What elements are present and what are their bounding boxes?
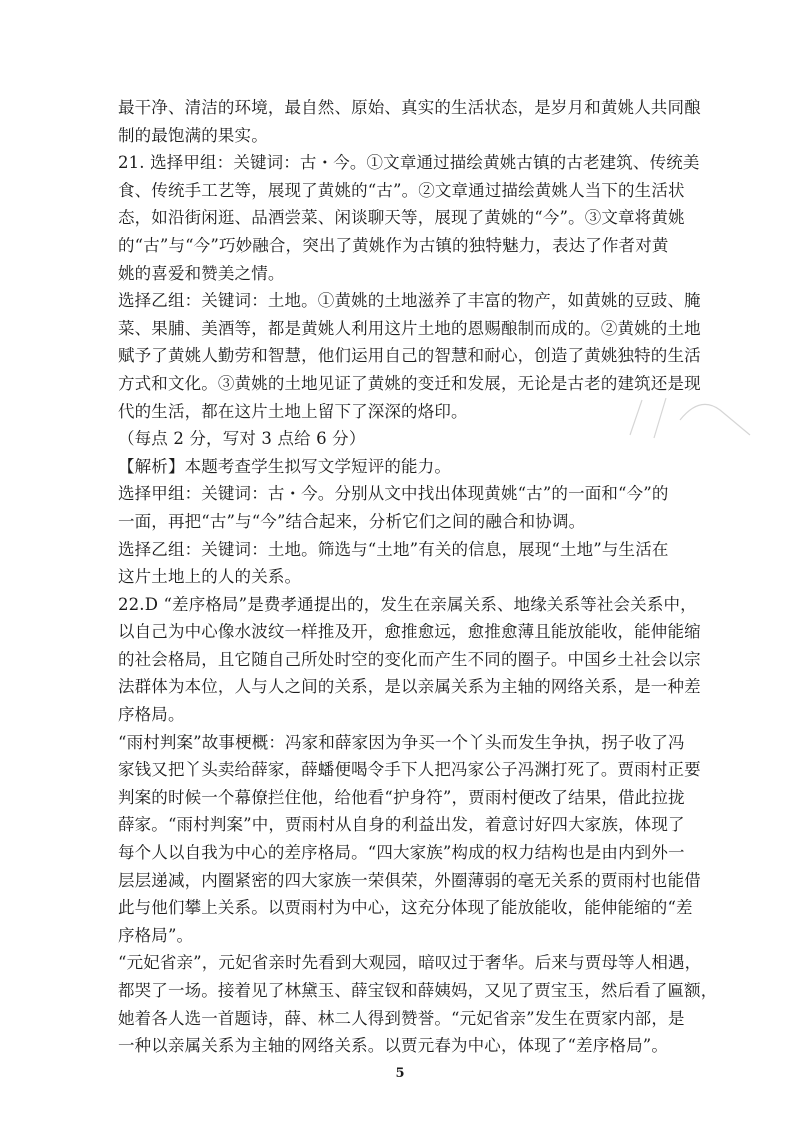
text-line: 22.D “差序格局”是费孝通提出的，发生在亲属关系、地缘关系等社会关系中， [118, 594, 697, 614]
text-line: 态，如沿街闲逛、品酒尝菜、闲谈聊天等，展现了黄姚的“今”。③文章将黄姚 [118, 208, 685, 228]
text-line: 21. 选择甲组：关键词：古・今。①文章通过描绘黄姚古镇的古老建筑、传统美 [118, 153, 700, 173]
text-line: 制的最饱满的果实。 [118, 125, 268, 145]
text-line: 选择乙组：关键词：土地。①黄姚的土地滋养了丰富的物产，如黄姚的豆豉、腌 [118, 291, 701, 311]
text-line: “元妃省亲”，元妃省亲时先看到大观园，暗叹过于奢华。后来与贾母等人相遇， [118, 953, 702, 973]
text-line: 法群体为本位，人与人之间的关系，是以亲属关系为主轴的网络关系，是一种差 [118, 677, 701, 697]
text-line: 此与他们攀上关系。以贾雨村为中心，这充分体现了能放能收，能伸能缩的“差 [118, 898, 693, 918]
text-line: 层层递减，内圈紧密的四大家族一荣俱荣，外圈薄弱的毫无关系的贾雨村也能借 [118, 870, 701, 890]
text-line: 一种以亲属关系为主轴的网络关系。以贾元春为中心，体现了“差序格局”。 [118, 1036, 668, 1056]
text-line: 选择乙组：关键词：土地。筛选与“土地”有关的信息，展现“土地”与生活在 [118, 539, 669, 559]
text-line: 的“古”与“今”巧妙融合，突出了黄姚作为古镇的独特魅力，表达了作者对黄 [118, 235, 669, 255]
text-line: 代的生活，都在这片土地上留下了深深的烙印。 [118, 401, 468, 421]
text-line: 菜、果脯、美酒等，都是黄姚人利用这片土地的恩赐酿制而成的。②黄姚的土地 [118, 318, 701, 338]
text-line: 薛家。“雨村判案”中，贾雨村从自身的利益出发，着意讨好四大家族，体现了 [118, 815, 685, 835]
text-line: 最干净、清洁的环境，最自然、原始、真实的生活状态，是岁月和黄姚人共同酿 [118, 98, 701, 117]
text-line: 序格局”。 [118, 925, 194, 945]
text-line: 食、传统手工艺等，展现了黄姚的“古”。②文章通过描绘黄姚人当下的生活状 [118, 180, 685, 200]
text-line: 都哭了一场。接着见了林黛玉、薛宝钗和薛姨妈，又见了贾宝玉，然后看了匾额， [118, 981, 718, 1000]
text-line: 以自己为中心像水波纹一样推及开，愈推愈远，愈推愈薄且能放能收，能伸能缩 [118, 622, 701, 642]
text-line: 一面，再把“古”与“今”结合起来，分析它们之间的融合和协调。 [118, 511, 586, 531]
page-number: 5 [395, 1066, 405, 1081]
text-line: “雨村判案”故事梗概：冯家和薛家因为争买一个丫头而发生争执，拐子收了冯 [118, 732, 685, 752]
answer-text [118, 94, 718, 1060]
text-line: 家钱又把丫头卖给薛家，薛蟠便喝令手下人把冯家公子冯渊打死了。贾雨村正要 [118, 760, 701, 780]
text-line: 的社会格局，且它随自己所处时空的变化而产生不同的圈子。中国乡土社会以宗 [118, 649, 701, 669]
text-line: 姚的喜爱和赞美之情。 [118, 263, 285, 283]
text-line: 她着各人选一首题诗，薛、林二人得到赞誉。“元妃省亲”发生在贾家内部，是 [118, 1008, 685, 1028]
text-line: 判案的时候一个幕僚拦住他，给他看“护身符”，贾雨村便改了结果，借此拉拢 [118, 787, 685, 807]
text-line: 赋予了黄姚人勤劳和智慧，他们运用自己的智慧和耐心，创造了黄姚独特的生活 [118, 346, 701, 366]
text-line: 这片土地上的人的关系。 [118, 567, 302, 587]
text-line: 选择甲组：关键词：古・今。分别从文中找出体现黄姚“古”的一面和“今”的 [118, 484, 669, 504]
text-line: 【解析】本题考查学生拟写文学短评的能力。 [118, 456, 451, 476]
text-line: 方式和文化。③黄姚的土地见证了黄姚的变迁和发展，无论是古老的建筑还是现 [118, 373, 701, 393]
scan-artifact-mark [620, 380, 770, 440]
text-line: 序格局。 [118, 705, 185, 725]
text-line: 每个人以自我为中心的差序格局。“四大家族”构成的权力结构也是由内到外一 [118, 843, 685, 863]
text-line: （每点 2 分，写对 3 点给 6 分） [118, 429, 366, 449]
